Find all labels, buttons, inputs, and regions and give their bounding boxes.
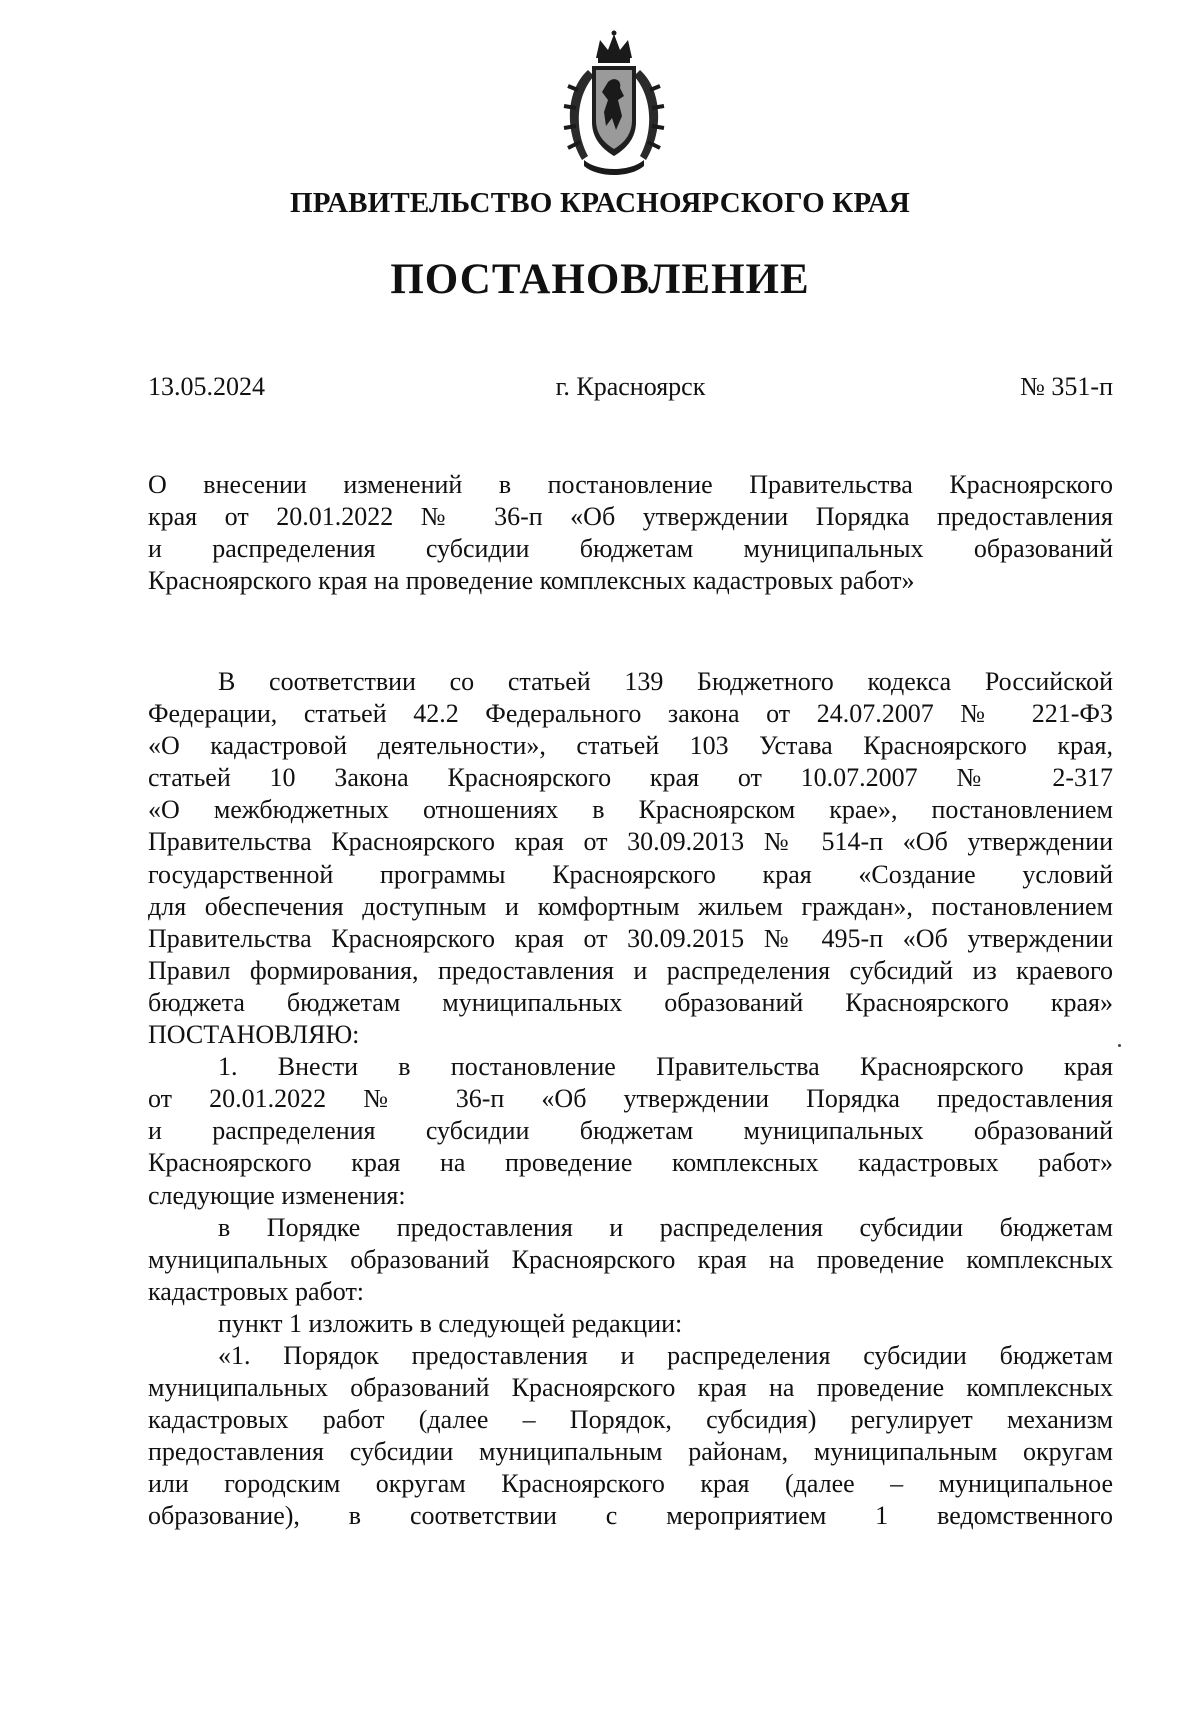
- title-line: края от 20.01.2022 № 36-п «Об утверждении Порядка предоставления: [148, 502, 1113, 532]
- body-line: следующие изменения:: [148, 1180, 406, 1210]
- body-line: или городским округам Красноярского края (далее – муниципальное: [148, 1469, 1113, 1499]
- body-line: кадастровых работ:: [148, 1276, 365, 1306]
- body-line: Красноярского края на проведение комплексных кадастровых работ»: [148, 1148, 1113, 1178]
- title-line: и распределения субсидии бюджетам муниципальных образований: [148, 534, 1113, 564]
- body-line: в Порядке предоставления и распределения субсидии бюджетам: [218, 1212, 1113, 1242]
- title-line: О внесении изменений в постановление Правительства Красноярского: [148, 470, 1113, 499]
- body-line: муниципальных образований Красноярского края на проведение комплексных: [148, 1373, 1113, 1403]
- body-line: кадастровых работ (далее – Порядок, субсидия) регулирует механизм: [148, 1405, 1113, 1435]
- body-line: ПОСТАНОВЛЯЮ:: [148, 1020, 360, 1050]
- document-city: г. Красноярск: [555, 372, 706, 401]
- coat-of-arms-emblem: [558, 30, 670, 178]
- document-meta-row: [148, 372, 1113, 406]
- body-line: муниципальных образований Красноярского края на проведение комплексных: [148, 1244, 1113, 1274]
- body-line: государственной программы Красноярского края «Создание условий: [148, 859, 1113, 889]
- scan-mark: [1118, 1044, 1121, 1047]
- body-line: «1. Порядок предоставления и распределения субсидии бюджетам: [218, 1340, 1113, 1370]
- body-line: Правительства Красноярского края от 30.09.2013 № 514-п «Об утверждении: [148, 827, 1113, 857]
- body-line: от 20.01.2022 № 36-п «Об утверждении Порядка предоставления: [148, 1084, 1113, 1114]
- body-line: «О кадастровой деятельности», статьей 103 Устава Красноярского края,: [148, 731, 1113, 761]
- body-line: бюджета бюджетам муниципальных образований Красноярского края»: [148, 987, 1113, 1017]
- document-body: [148, 666, 1113, 1533]
- body-line: предоставления субсидии муниципальным районам, муниципальным округам: [148, 1437, 1113, 1467]
- document-title: [148, 469, 1113, 597]
- document-number: № 351-п: [1020, 372, 1113, 401]
- document-date: 13.05.2024: [148, 372, 265, 401]
- body-line: Правил формирования, предоставления и распределения субсидий из краевого: [148, 955, 1113, 985]
- body-line: 1. Внести в постановление Правительства Красноярского края: [218, 1052, 1113, 1082]
- body-line: статьей 10 Закона Красноярского края от 10.07.2007 № 2-317: [148, 763, 1113, 793]
- body-line: Правительства Красноярского края от 30.09.2015 № 495-п «Об утверждении: [148, 923, 1113, 953]
- body-line: В соответствии со статьей 139 Бюджетного кодекса Российской: [218, 667, 1113, 696]
- document-type: ПОСТАНОВЛЕНИЕ: [390, 256, 810, 303]
- body-line: для обеспечения доступным и комфортным жильем граждан», постановлением: [148, 891, 1113, 921]
- body-line: «О межбюджетных отношениях в Красноярском крае», постановлением: [148, 795, 1113, 825]
- body-line: Федерации, статьей 42.2 Федерального закона от 24.07.2007 № 221-ФЗ: [148, 699, 1113, 729]
- body-line: пункт 1 изложить в следующей редакции:: [218, 1308, 683, 1338]
- organization-name: ПРАВИТЕЛЬСТВО КРАСНОЯРСКОГО КРАЯ: [289, 187, 911, 219]
- body-line: образование), в соответствии с мероприятием 1 ведомственного: [148, 1501, 1113, 1531]
- title-line: Красноярского края на проведение комплексных кадастровых работ»: [148, 566, 915, 596]
- body-line: и распределения субсидии бюджетам муниципальных образований: [148, 1116, 1113, 1146]
